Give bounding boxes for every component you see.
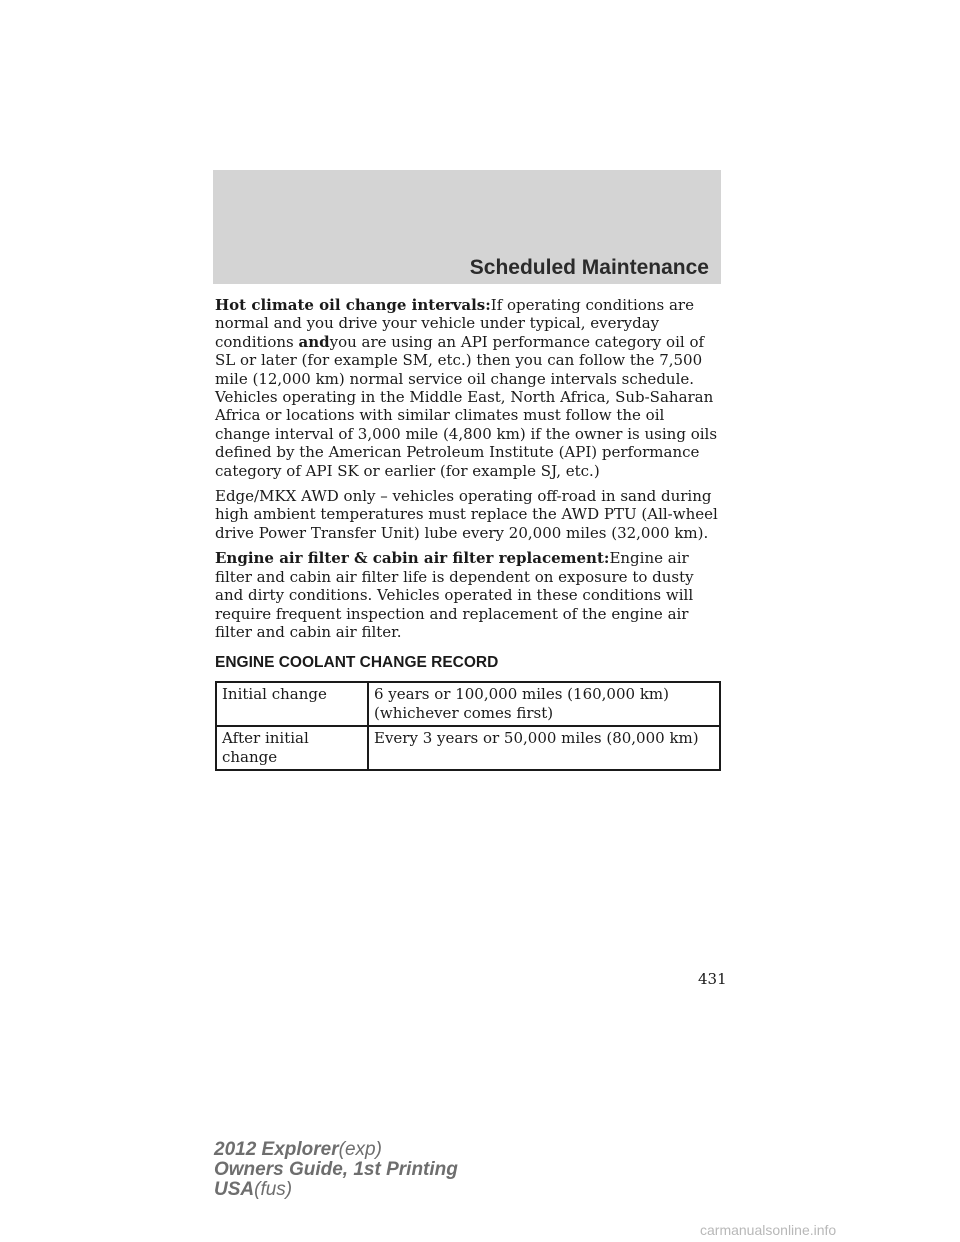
hot-climate-text-1: If operating conditions are normal and you drive your vehicle under typical, everyday conditions (215, 296, 694, 351)
section-title: Scheduled Maintenance (469, 256, 709, 279)
air-filter-text: Engine air filter and cabin air filter life is dependent on exposure to dusty and dirty conditions. Vehicles operated in these conditions will require frequent inspection and replacement of the engine air filter and cabin air filter. (215, 549, 694, 641)
row-value (368, 682, 720, 726)
hot-climate-lead: Hot climate oil change intervals: (215, 296, 491, 314)
row-value: Every 3 years or 50,000 miles (80,000 km) (368, 726, 720, 770)
table-row (216, 682, 720, 726)
air-filter-lead: Engine air filter & cabin air filter replacement: (215, 549, 610, 568)
air-filter-paragraph (215, 549, 723, 641)
footer-line-1 (214, 1140, 458, 1160)
row-value-line: (whichever comes first) (374, 703, 554, 722)
row-label: Initial change (216, 682, 368, 726)
hot-climate-text-2: you are using an API performance category oil of SL or later (for example SM, etc.) then you can follow the 7,500 mile (12,000 km) normal service oil change intervals schedule. Vehicles operating in the Middle East, North Africa, Sub-Saharan Africa or locations with similar climates must follow the oil change interval of 3,000 mile (4,800 km) if the owner is using oils defined by the American Petroleum Institute (API) performance category of API SK or earlier (for example SJ, etc.) (215, 332, 718, 480)
hot-climate-and: and (298, 332, 330, 351)
hot-climate-paragraph (215, 296, 723, 480)
row-label: After initial change (216, 726, 368, 770)
footer-model-code: (exp) (338, 1139, 382, 1160)
footer-line-2 (214, 1160, 458, 1180)
footer-market: USA (214, 1179, 255, 1200)
page-number: 431 (698, 970, 727, 988)
page-content (215, 296, 723, 771)
table-row (216, 726, 720, 770)
footer-model: 2012 Explorer (214, 1139, 339, 1160)
coolant-table (215, 681, 721, 771)
header-band (213, 170, 721, 284)
watermark: carmanualsonline.info (700, 1222, 837, 1238)
edge-mkx-paragraph: Edge/MKX AWD only – vehicles operating off-road in sand during high ambient temperatures must replace the AWD PTU (All-wheel drive Power Transfer Unit) lube every 20,000 miles (32,000 km). (215, 487, 718, 542)
footer-market-code: (fus) (254, 1179, 293, 1200)
footer-guide: Owners Guide, 1st Printing (214, 1159, 458, 1180)
footer-line-3 (214, 1180, 458, 1200)
row-value-line: 6 years or 100,000 miles (160,000 km) (374, 684, 669, 703)
footer (214, 1140, 458, 1200)
coolant-heading: ENGINE COOLANT CHANGE RECORD (215, 654, 499, 672)
